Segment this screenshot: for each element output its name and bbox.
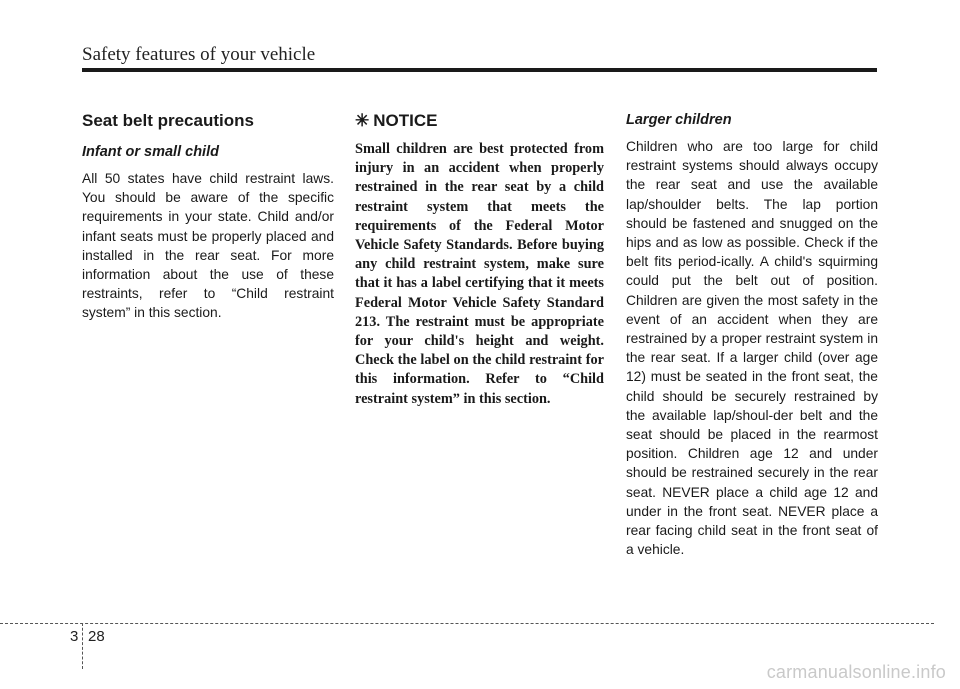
- header-title: Safety features of your vehicle: [82, 44, 316, 65]
- section-title: Seat belt precautions: [82, 111, 254, 130]
- notice-text: Small children are best protected from injury in an accident when properly restrained in the rear seat by a child restraint system that meets the requirements of the Federal Motor Vehicle Safety Standards. Before buying any child restraint system, make sure that it has a label certifying that it meets Federal Motor Vehicle Safety Standard 213. The restraint must be appropriate for your child's height and weight. Check the label on the child restraint for this information. Refer to “Child restraint system” in this section.: [355, 141, 604, 407]
- watermark: carmanualsonline.info: [766, 662, 946, 682]
- paragraph-larger: Children who are too large for child restraint systems should always occupy the rear seat and use the available lap/shoulder belts. The lap portion should be fastened and snugged on the hips and as low as possible. Check if the belt fits period-ically. A child's squirming could put the belt out of position. Children are given the most safety in the event of an accident when they are restrained by a proper restraint system in the rear seat. If a larger child (over age 12) must be seated in the front seat, the child should be securely restrained by the available lap/shoul-der belt and the seat should be placed in the rearmost position. Children age 12 and under should be restrained securely in the rear seat. NEVER place a child age 12 and under in the front seat. NEVER place a rear facing child seat in the front seat of a vehicle.: [626, 139, 878, 558]
- page-number: 28: [88, 628, 105, 645]
- footer-rule: [0, 623, 934, 624]
- notice-heading: [355, 110, 604, 132]
- notice-star-icon: ✳: [355, 111, 370, 130]
- notice-box: [355, 110, 604, 409]
- paragraph-infant: All 50 states have child restraint laws. You should be aware of the specific requirements in your state. Child and/or infant seats must be properly placed and installed in the rear seat. For more information about the use of these restraints, refer to “Child restraint system” in this section.: [82, 171, 334, 321]
- notice-title: NOTICE: [373, 111, 438, 130]
- subheading-larger: Larger children: [626, 112, 732, 128]
- header-rule: [82, 68, 877, 72]
- left-column: [82, 110, 334, 323]
- right-column: [626, 110, 878, 559]
- section-number: 3: [70, 628, 79, 645]
- footer-divider: [82, 623, 83, 669]
- subheading-infant: Infant or small child: [82, 144, 219, 160]
